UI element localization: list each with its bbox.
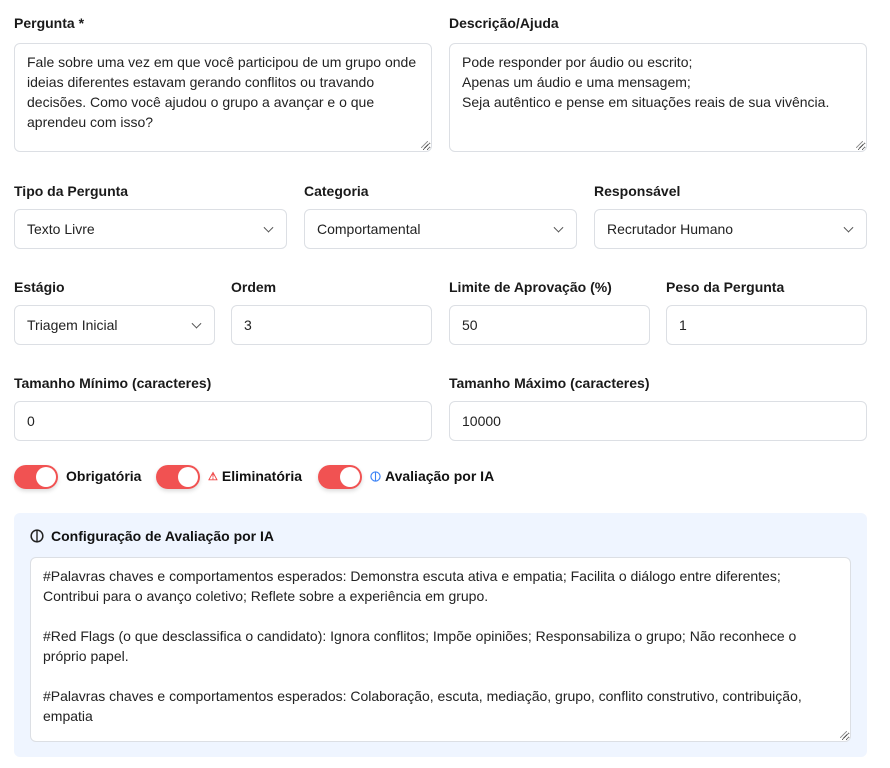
brain-icon [30,529,44,543]
obrigatoria-toggle[interactable] [14,465,58,489]
tipo-select[interactable] [14,209,287,249]
pergunta-label: Pergunta * [14,15,85,31]
responsavel-value: Recrutador Humano [607,221,734,237]
estagio-value: Triagem Inicial [27,317,118,333]
avaliacao-ia-label: Avaliação por IA [385,468,495,484]
tam-max-input[interactable]: 10000 [449,401,867,441]
tam-min-label: Tamanho Mínimo (caracteres) [14,375,212,391]
categoria-label: Categoria [304,183,369,199]
responsavel-select[interactable] [594,209,867,249]
tam-max-label: Tamanho Máximo (caracteres) [449,375,650,391]
ia-config-textarea[interactable]: #Palavras chaves e comportamentos esperados: Demonstra escuta ativa e empatia; Facilita o diálogo entre diferentes; Contribui para o avanço coletivo; Reflete sobre a experiência em grupo. #Red Flags (o que desclassifica o candidato): Ignora conflitos; Impõe opiniões; Responsabiliza o grupo; Não reconhece o próprio papel. #Palavras chaves e comportamentos esperados: Colaboração, escuta, mediação, grupo, conflito construtivo, contribuição, empatia [30,557,851,742]
peso-input[interactable]: 1 [666,305,867,345]
eliminatoria-label: Eliminatória [221,468,303,484]
descricao-textarea[interactable]: Pode responder por áudio ou escrito; Apenas um áudio e uma mensagem; Seja autêntico e pense em situações reais de sua vivência. [449,43,867,152]
ordem-input[interactable]: 3 [231,305,432,345]
avaliacao-ia-toggle[interactable] [318,465,362,489]
estagio-select[interactable] [14,305,215,345]
warning-icon: ⚠ [208,470,218,483]
ia-config-title: Configuração de Avaliação por IA [51,528,275,544]
chevron-down-icon [192,319,202,329]
ordem-label: Ordem [231,279,277,295]
tipo-value: Texto Livre [27,221,95,237]
estagio-label: Estágio [14,279,65,295]
limite-label: Limite de Aprovação (%) [449,279,612,295]
categoria-value: Comportamental [317,221,421,237]
tam-min-input[interactable]: 0 [14,401,432,441]
chevron-down-icon [554,223,564,233]
brain-icon [370,471,381,482]
responsavel-label: Responsável [594,183,681,199]
limite-input[interactable]: 50 [449,305,650,345]
ia-config-panel [14,513,867,757]
eliminatoria-toggle[interactable] [156,465,200,489]
chevron-down-icon [844,223,854,233]
peso-label: Peso da Pergunta [666,279,785,295]
categoria-select[interactable] [304,209,577,249]
pergunta-textarea[interactable]: Fale sobre uma vez em que você participou de um grupo onde ideias diferentes estavam gerando conflitos ou travando decisões. Como você ajudou o grupo a avançar e o que aprendeu com isso? [14,43,432,152]
obrigatoria-label: Obrigatória [66,468,142,484]
descricao-label: Descrição/Ajuda [449,15,559,31]
chevron-down-icon [264,223,274,233]
tipo-label: Tipo da Pergunta [14,183,129,199]
